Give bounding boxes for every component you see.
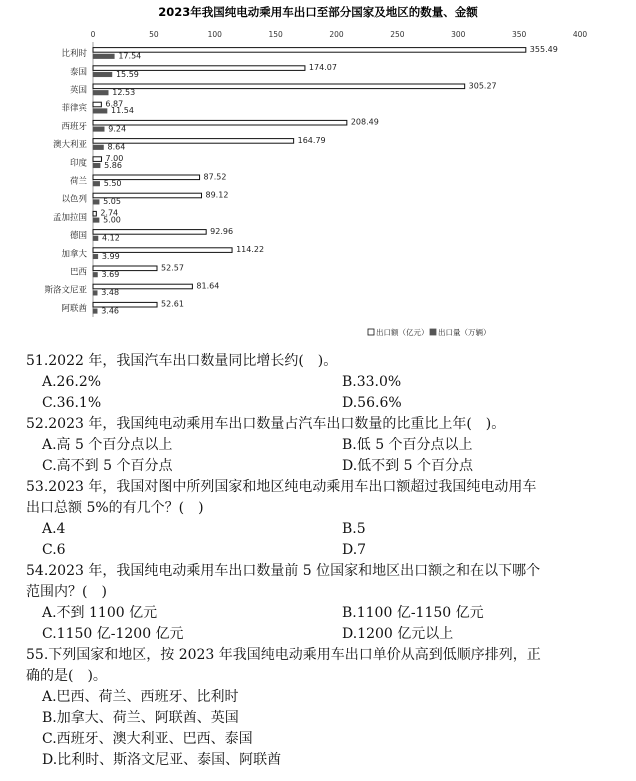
- question-stem: 确的是( )。: [26, 668, 107, 684]
- data-label-export-value: 87.52: [203, 172, 227, 182]
- bar-export-quantity: [93, 109, 107, 114]
- data-label-export-quantity: 9.24: [108, 124, 127, 134]
- answer-option[interactable]: D.低不到 5 个百分点: [342, 458, 473, 474]
- answer-option[interactable]: A.4: [42, 521, 66, 537]
- bar-export-quantity: [93, 90, 108, 95]
- legend-label: 出口额（亿元）: [376, 328, 429, 337]
- data-label-export-quantity: 5.86: [104, 160, 122, 170]
- question-block: [26, 477, 626, 561]
- legend-swatch: [368, 329, 374, 335]
- answer-option[interactable]: A.不到 1100 亿元: [42, 605, 158, 621]
- bar-export-quantity: [93, 181, 100, 186]
- answer-option[interactable]: D.1200 亿元以上: [342, 626, 454, 642]
- question-stem: 51.2022 年，我国汽车出口数量同比增长约( )。: [26, 353, 338, 369]
- question-stem: 52.2023 年，我国纯电动乘用车出口数量占汽车出口数量的比重比上年( )。: [26, 416, 506, 432]
- data-label-export-value: 164.79: [297, 135, 326, 145]
- data-label-export-quantity: 5.05: [103, 197, 121, 207]
- bar-export-value: [93, 48, 526, 53]
- answer-option[interactable]: B.33.0%: [342, 374, 402, 390]
- x-tick-label: 200: [329, 30, 344, 39]
- x-tick-label: 150: [268, 30, 283, 39]
- bar-export-value: [93, 157, 102, 162]
- data-label-export-value: 52.57: [161, 263, 184, 273]
- answer-option[interactable]: B.1100 亿-1150 亿元: [342, 605, 484, 621]
- bar-export-quantity: [93, 72, 112, 77]
- category-label: 德国: [69, 231, 87, 242]
- answer-option[interactable]: A.巴西、荷兰、西班牙、比利时: [42, 689, 239, 705]
- question-stem: 出口总额 5%的有几个？( ): [26, 500, 204, 516]
- category-label: 西班牙: [61, 121, 87, 132]
- answer-option[interactable]: B.加拿大、荷兰、阿联酋、英国: [42, 710, 239, 726]
- data-label-export-quantity: 15.59: [115, 69, 139, 79]
- data-label-export-value: 81.64: [196, 281, 220, 291]
- data-label-export-quantity: 12.53: [112, 88, 136, 97]
- data-label-export-value: 89.12: [205, 190, 229, 200]
- answer-option[interactable]: A.高 5 个百分点以上: [42, 437, 173, 453]
- bar-export-value: [93, 211, 96, 216]
- x-tick-label: 400: [572, 30, 588, 39]
- question-block: [26, 351, 626, 414]
- bar-export-quantity: [93, 309, 97, 314]
- question-list: [26, 351, 626, 771]
- data-label-export-value: 208.49: [350, 117, 379, 127]
- category-label: 以色列: [61, 194, 87, 205]
- legend-swatch: [430, 329, 436, 335]
- category-label: 加拿大: [61, 249, 87, 260]
- option-row: [26, 540, 626, 561]
- data-label-export-value: 6.87: [105, 99, 124, 109]
- bars-layer: [93, 45, 558, 316]
- answer-option[interactable]: B.低 5 个百分点以上: [342, 437, 473, 453]
- legend-label: 出口量（万辆）: [438, 328, 491, 337]
- bar-export-quantity: [93, 200, 99, 205]
- answer-option[interactable]: C.6: [42, 542, 66, 558]
- bar-export-quantity: [93, 218, 99, 223]
- data-label-export-value: 7.00: [105, 154, 124, 164]
- answer-option[interactable]: C.1150 亿-1200 亿元: [42, 626, 184, 642]
- x-tick-label: 50: [149, 30, 159, 39]
- category-label: 比利时: [61, 49, 87, 60]
- data-label-export-quantity: 17.54: [118, 51, 142, 61]
- bar-export-quantity: [93, 272, 97, 277]
- question-stem: 54.2023 年，我国纯电动乘用车出口数量前 5 位国家和地区出口额之和在以下哪个: [26, 563, 541, 579]
- data-label-export-quantity: 11.54: [111, 106, 134, 116]
- bar-export-quantity: [93, 127, 104, 132]
- answer-option[interactable]: A.26.2%: [42, 374, 102, 390]
- option-row: [26, 624, 626, 645]
- category-label: 阿联酋: [61, 303, 87, 314]
- data-label-export-quantity: 3.69: [101, 270, 120, 279]
- data-label-export-value: 2.74: [100, 208, 119, 218]
- x-tick-label: 300: [451, 30, 466, 39]
- data-label-export-value: 114.22: [236, 245, 265, 255]
- question-block: [26, 645, 626, 771]
- data-label-export-quantity: 8.64: [107, 142, 126, 152]
- question-stem: 范围内？( ): [26, 584, 107, 600]
- category-label: 英国: [69, 85, 87, 96]
- data-label-export-quantity: 4.12: [102, 233, 120, 243]
- bar-export-quantity: [93, 254, 98, 259]
- category-label: 斯洛文尼亚: [44, 285, 87, 296]
- data-label-export-value: 92.96: [210, 226, 234, 236]
- option-row: [26, 519, 626, 540]
- data-label-export-quantity: 3.48: [101, 288, 120, 298]
- category-label: 孟加拉国: [52, 212, 87, 223]
- data-label-export-quantity: 3.99: [101, 251, 120, 261]
- x-tick-label: 250: [390, 30, 405, 39]
- answer-option[interactable]: C.西班牙、澳大利亚、巴西、泰国: [42, 731, 253, 747]
- category-label: 荷兰: [69, 176, 87, 187]
- bar-export-quantity: [93, 236, 98, 241]
- option-row: [26, 603, 626, 624]
- bar-export-quantity: [93, 291, 97, 296]
- option-row: [26, 435, 626, 456]
- x-tick-label: 0: [90, 30, 96, 39]
- question-block: [26, 414, 626, 477]
- data-label-export-value: 52.61: [161, 299, 184, 309]
- x-tick-label: 350: [511, 30, 527, 39]
- answer-option[interactable]: D.7: [342, 542, 367, 558]
- bar-export-value: [93, 102, 101, 107]
- category-label: 澳大利亚: [52, 140, 87, 151]
- answer-option[interactable]: D.比利时、斯洛文尼亚、泰国、阿联酋: [42, 752, 282, 768]
- chart-title: 2023年我国纯电动乘用车出口至部分国家及地区的数量、金额: [158, 5, 478, 19]
- option-row: [26, 393, 626, 414]
- option-row: [26, 372, 626, 393]
- answer-option[interactable]: C.36.1%: [42, 395, 102, 411]
- option-row: [26, 456, 626, 477]
- question-stem: 53.2023 年，我国对图中所列国家和地区纯电动乘用车出口额超过我国纯电动用车: [26, 479, 537, 495]
- chart-legend: [368, 327, 491, 337]
- data-label-export-quantity: 5.00: [103, 215, 121, 225]
- answer-option[interactable]: D.56.6%: [342, 395, 402, 411]
- question-stem: 55.下列国家和地区，按 2023 年我国纯电动乘用车出口单价从高到低顺序排列，正: [26, 647, 541, 663]
- bar-export-quantity: [93, 145, 104, 150]
- data-label-export-quantity: 5.50: [103, 179, 122, 188]
- bar-export-value: [93, 120, 347, 125]
- bar-export-quantity: [93, 163, 100, 168]
- question-block: [26, 561, 626, 645]
- bar-export-quantity: [93, 54, 114, 59]
- data-label-export-value: 355.49: [529, 44, 558, 54]
- bar-chart: [0, 0, 636, 350]
- category-label: 菲律宾: [61, 103, 87, 114]
- answer-option[interactable]: B.5: [342, 521, 366, 537]
- data-label-export-value: 174.07: [308, 63, 337, 73]
- data-label-export-value: 305.27: [468, 81, 497, 91]
- category-label: 巴西: [69, 267, 87, 278]
- data-label-export-quantity: 3.46: [101, 306, 120, 316]
- category-label: 泰国: [69, 67, 87, 78]
- category-label: 印度: [69, 158, 87, 169]
- x-tick-label: 100: [207, 30, 222, 39]
- chart-container: [0, 0, 636, 350]
- answer-option[interactable]: C.高不到 5 个百分点: [42, 458, 173, 474]
- bar-export-value: [93, 84, 465, 89]
